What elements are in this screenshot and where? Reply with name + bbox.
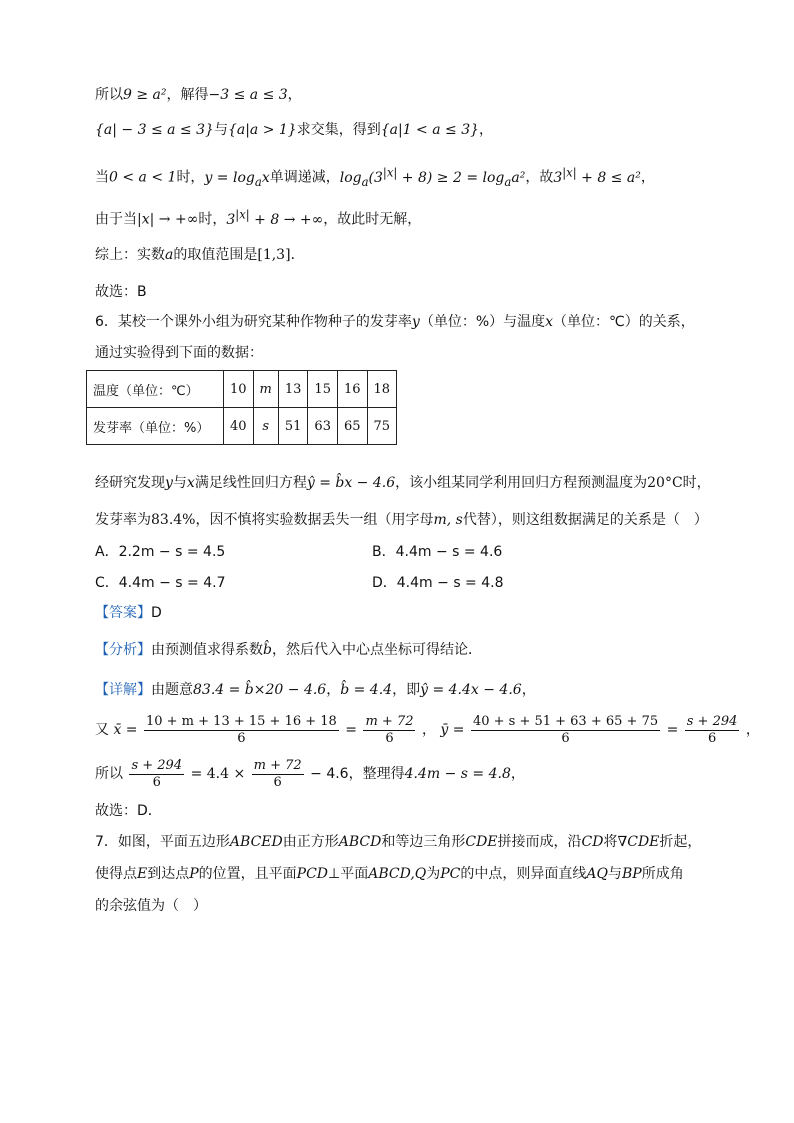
text: 又 (95, 722, 109, 738)
q7-line-3: 的余弦值为（ ） (95, 898, 207, 914)
solution-choice: 故选：B (95, 284, 147, 300)
fraction (363, 714, 415, 747)
fraction (685, 714, 740, 747)
math: y (165, 475, 173, 491)
q7-line-1 (95, 832, 701, 852)
math: ŷ = 4.4x − 4.6 (420, 682, 522, 698)
text: ，然后代入中心点坐标可得结论． (271, 642, 482, 658)
text: 时， (198, 211, 227, 228)
text: 由正方形 (282, 834, 339, 850)
text: 由预测值求得系数 (151, 642, 263, 658)
math: {a| − 3 ≤ a ≤ 3} (95, 122, 214, 138)
text: 当 (95, 169, 109, 186)
math: $3^{|x|} + 8$ → +∞ (226, 207, 324, 228)
math: = 4.4 × (190, 766, 246, 782)
text: ⊥平面 (328, 866, 369, 882)
q6-body-1 (95, 473, 711, 493)
text: 求交集，得到 (296, 122, 381, 138)
text: 单调递减， (269, 169, 340, 186)
numerator: 10 + m + 13 + 15 + 16 + 18 (145, 713, 337, 729)
q6-body-2 (95, 510, 708, 530)
text: 与 (213, 122, 228, 138)
math: ȳ = (440, 722, 465, 738)
math: $y = \log_ax$ (204, 169, 270, 189)
math: x̄ = (113, 722, 138, 738)
text: − 4.6，整理得 (310, 766, 405, 782)
numerator: s + 294 (131, 757, 183, 773)
math: CDE (465, 834, 498, 850)
text: ，解得 (166, 87, 209, 103)
q6-choice: 故选：D． (95, 803, 162, 819)
math: |x| → +∞ (137, 211, 199, 228)
math: y (411, 314, 420, 330)
text: ，因不慎将实验数据丢失一组（用字母 (195, 512, 434, 528)
text: 为 (426, 866, 441, 882)
math: 83.4 = b̂×20 − 4.6 (193, 682, 327, 698)
text: （单位：℃）的关系， (553, 314, 695, 330)
text: 发芽率为 (95, 512, 151, 528)
math: BP (621, 866, 642, 882)
text: ，故 (525, 169, 554, 186)
solution-line-3: 当0 < a < 1时，$y = \log_ax$单调递减，$\log_a(3^{|x|} + 8) \ge 2 = \log_aa^2$，故$3^{|x|} + 8 \le a^2$， (95, 165, 655, 189)
option-d: D．4.4m − s = 4.8 (372, 575, 504, 591)
q7-line-2 (95, 864, 684, 884)
math: CD (581, 834, 604, 850)
table-cell-label: 发芽率（单位：%） (87, 408, 224, 445)
numerator: m + 72 (253, 757, 302, 773)
text: 和等边三角形 (381, 834, 466, 850)
q6-stem-2: 通过实验得到下面的数据： (95, 345, 263, 361)
math: {a|1 < a ≤ 3} (380, 122, 480, 138)
text: 与 (172, 475, 187, 491)
solution-line-2: {a| − 3 ≤ a ≤ 3}与{a|a > 1}求交集，得到{a|1 < a ≤ 3}， (95, 122, 494, 138)
text: ， (521, 682, 536, 698)
detail-label: 【详解】 (95, 682, 151, 698)
table-cell: 13 (278, 371, 308, 408)
text: 与 (607, 866, 622, 882)
text: 满足线性回归方程 (194, 475, 307, 491)
text: 所以 (95, 87, 123, 103)
text: ， (510, 766, 525, 782)
table-cell: 65 (337, 408, 367, 445)
text: ， (326, 682, 341, 698)
q6-stem-1 (95, 312, 695, 332)
table-row (87, 371, 397, 408)
math: 4.4m − s = 4.8 (404, 766, 511, 782)
denominator: 6 (237, 730, 246, 746)
text: 使得点 (95, 866, 137, 882)
table-cell: 10 (224, 371, 254, 408)
fraction (252, 758, 304, 791)
math: ŷ = b̂x − 4.6 (306, 475, 396, 491)
numerator: 40 + s + 51 + 63 + 65 + 75 (472, 713, 659, 729)
math: $\log_a(3^{|x|} + 8) \ge 2 = \log_aa^2$ (339, 165, 526, 189)
text: 折起， (659, 834, 702, 850)
solution-line-4 (95, 204, 421, 230)
data-table (86, 370, 397, 445)
text: 所成角 (641, 866, 684, 882)
math: b̂ (263, 642, 272, 658)
text: 7．如图，平面五边形 (95, 834, 230, 850)
table-row (87, 408, 397, 445)
denominator: 6 (385, 730, 394, 746)
table-cell-label: 温度（单位：℃） (87, 371, 224, 408)
option-c: C．4.4m − s = 4.7 (95, 575, 226, 591)
fraction (129, 758, 184, 791)
table-cell: m (253, 371, 278, 408)
text: 的中点，则异面直线 (460, 866, 587, 882)
math: 83.4% (151, 512, 196, 528)
text: （单位：%）与温度 (419, 314, 546, 330)
table-cell: 16 (337, 371, 367, 408)
answer-value: D (151, 605, 162, 621)
math: PC (440, 866, 461, 882)
math: ABCED (229, 834, 283, 850)
text: 综上：实数 (95, 247, 165, 263)
math: a (165, 247, 174, 263)
numerator: m + 72 (365, 713, 414, 729)
math: 0 < a < 1 (109, 169, 177, 186)
math: $3^{|x|} + 8 \le a^2$ (553, 165, 641, 186)
math: ABCD,Q (368, 866, 427, 882)
math: −3 ≤ a ≤ 3 (208, 87, 288, 103)
so-line (95, 756, 525, 792)
table-cell: 63 (308, 408, 338, 445)
answer-line (95, 603, 162, 623)
math: ABCD (338, 834, 382, 850)
table-cell: 75 (367, 408, 397, 445)
text: ，故此时无解， (323, 211, 422, 228)
detail-line (95, 680, 536, 700)
table-cell: 18 (367, 371, 397, 408)
math: {a|a > 1} (227, 122, 297, 138)
analysis-label: 【分析】 (95, 642, 151, 658)
option-b: B．4.4m − s = 4.6 (372, 544, 503, 560)
text: 时， (682, 475, 711, 491)
text: 6．某校一个课外小组为研究某种作物种子的发芽率 (95, 314, 412, 330)
math: x (186, 475, 195, 491)
solution-line-1: 所以9 ≥ a²，解得−3 ≤ a ≤ 3， (95, 87, 302, 103)
math: PCD (296, 866, 329, 882)
denominator: 6 (707, 730, 717, 746)
math: x (545, 314, 554, 330)
math: 20°C (647, 475, 683, 491)
math: P (189, 866, 199, 882)
denominator: 6 (561, 730, 570, 746)
analysis-line (95, 640, 482, 660)
text: 的取值范围是 (173, 247, 258, 263)
text: 将 (603, 834, 618, 850)
numerator: s + 294 (686, 713, 738, 729)
math: ∇CDE (617, 834, 660, 850)
text: 拼接而成，沿 (497, 834, 582, 850)
text: ，即 (392, 682, 421, 698)
math: m, s (433, 512, 463, 528)
text: 到达点 (147, 866, 190, 882)
text: 由题意 (151, 682, 193, 698)
text: 时， (176, 169, 205, 186)
text: 由于当 (95, 211, 137, 228)
fraction (471, 714, 660, 747)
math: E (137, 866, 148, 882)
text: 代替），则这组数据满足的关系是（ ） (462, 512, 708, 528)
text: 的位置，且平面 (198, 866, 297, 882)
table-cell: 40 (224, 408, 254, 445)
option-a: A．2.2m − s = 4.5 (95, 544, 226, 560)
table-cell: 51 (278, 408, 308, 445)
answer-label: 【答案】 (95, 605, 151, 621)
table-cell: s (253, 408, 278, 445)
fraction (144, 714, 339, 747)
table-cell: 15 (308, 371, 338, 408)
denominator: 6 (273, 774, 282, 790)
math: 9 ≥ a² (123, 87, 167, 103)
math: b̂ = 4.4 (340, 682, 393, 698)
text: ，该小组某同学利用回归方程预测温度为 (395, 475, 648, 491)
math: [1,3] (257, 247, 291, 263)
mean-line: 又 x̄ = $\frac{10 + m + 13 + 15 + 16 + 18}{6}$ = $\frac{m + 72}{6}$ ， ȳ = $\frac{40 + s + 51 + 63 + 65 + 75}{6}$ = $\frac{s + 294}{6}$ ， (95, 713, 760, 746)
math: AQ (586, 866, 608, 882)
text: 经研究发现 (95, 475, 165, 491)
denominator: 6 (152, 774, 161, 790)
text: 所以 (95, 766, 123, 782)
solution-line-5: 综上：实数a的取值范围是[1,3]． (95, 247, 305, 263)
